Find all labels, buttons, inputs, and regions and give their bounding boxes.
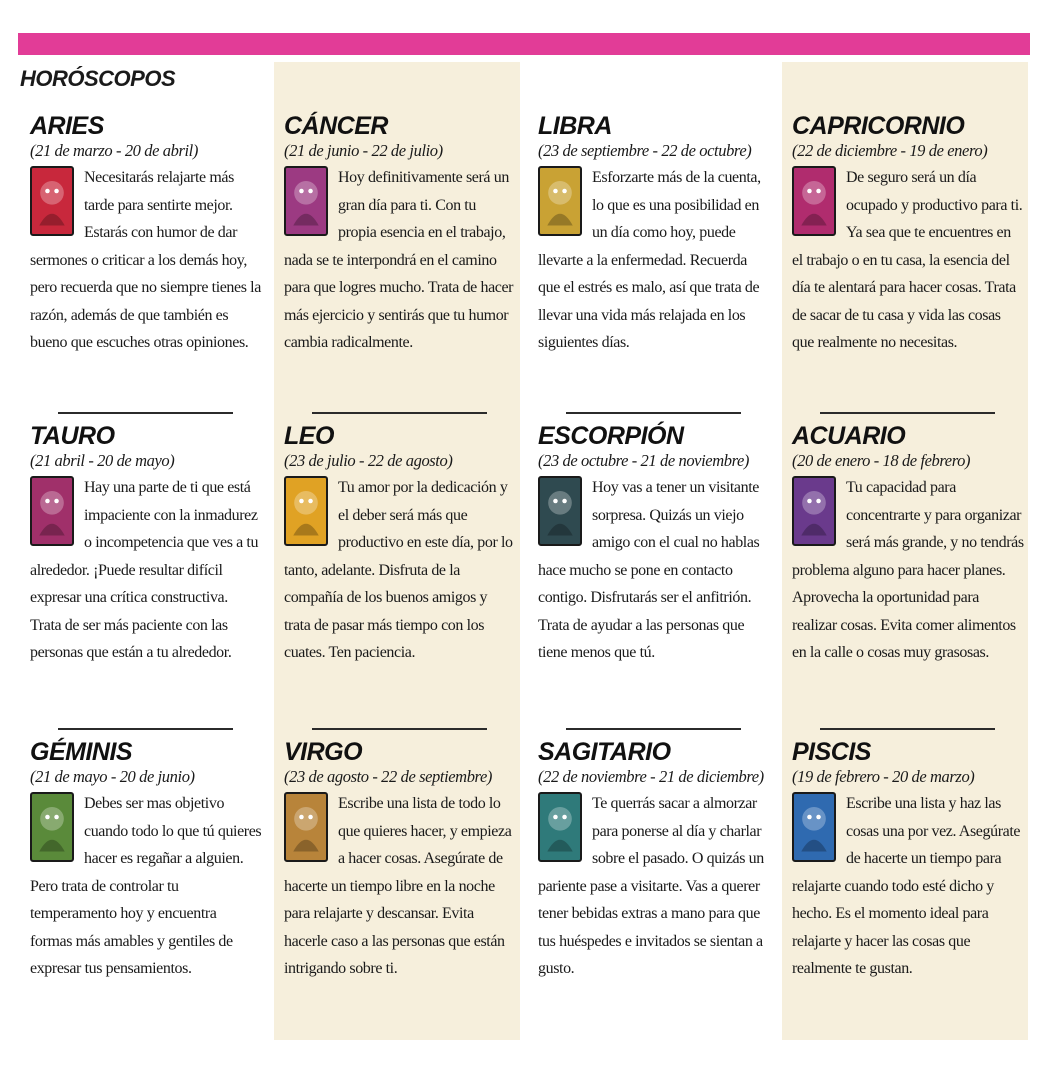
row-divider (58, 728, 233, 730)
sign-name: GÉMINIS (30, 738, 133, 766)
gemini-icon (30, 792, 74, 862)
sign-text-content: Te querrás sacar a almorzar para ponerse al día y charlar sobre el pasado. O quizás un pariente pase a visitarte. Vas a querer tener bebidas extras a mano para que tus huéspedes e invitados se sientan a gusto. (538, 795, 764, 977)
scorpio-icon (538, 476, 582, 546)
sign-dates: (23 de agosto - 22 de septiembre) (284, 767, 492, 786)
sign-text (538, 164, 770, 357)
sign-block (792, 112, 1024, 357)
sign-text-content: Necesitarás relajarte más tarde para sentirte mejor. Estarás con humor de dar sermones o criticar a los demás hoy, pero recuerda que no siempre tienes la razón, además de que también es bueno que escuches otras opiniones. (30, 169, 261, 351)
sign-text (792, 164, 1024, 357)
sign-block (538, 112, 770, 357)
row-divider (312, 728, 487, 730)
sign-block (30, 112, 262, 357)
sign-text-content: Hoy vas a tener un visitante sorpresa. Quizás un viejo amigo con el cual no hablas hace mucho se pone en contacto contigo. Disfrutarás ser el anfitrión. Trata de ayudar a las personas que tiene menos que tú. (538, 479, 760, 661)
sign-text (538, 790, 770, 983)
sign-text (792, 474, 1024, 667)
sign-dates: (21 abril - 20 de mayo) (30, 451, 175, 470)
sign-text-content: Debes ser mas objetivo cuando todo lo que tú quieres hacer es regañar a alguien. Pero trata de controlar tu temperamento hoy y encuentra formas más amables y gentiles de expresar tus pensamientos. (30, 795, 262, 977)
sign-text (792, 790, 1024, 983)
sign-block (30, 422, 262, 667)
top-color-bar (18, 33, 1030, 55)
capricorn-icon (792, 166, 836, 236)
pisces-icon (792, 792, 836, 862)
sign-name: PISCIS (792, 738, 871, 766)
sign-name: CAPRICORNIO (792, 112, 965, 140)
sign-dates: (20 de enero - 18 de febrero) (792, 451, 971, 470)
sign-block (538, 422, 770, 667)
row-divider (820, 728, 995, 730)
aquarius-icon (792, 476, 836, 546)
row-divider (58, 412, 233, 414)
sign-dates: (21 de junio - 22 de julio) (284, 141, 443, 160)
sign-dates: (23 de julio - 22 de agosto) (284, 451, 453, 470)
sign-block (792, 738, 1024, 983)
row-divider (566, 412, 741, 414)
sign-dates: (21 de marzo - 20 de abril) (30, 141, 198, 160)
sign-name: CÁNCER (284, 112, 388, 140)
sign-text-content: Hay una parte de ti que está impaciente con la inmadurez o incompetencia que ves a tu alrededor. ¡Puede resultar difícil expresar una crítica constructiva. Trata de ser más paciente con las personas que están a tu alrededor. (30, 479, 259, 661)
sign-dates: (21 de mayo - 20 de junio) (30, 767, 195, 786)
sign-name: ACUARIO (792, 422, 906, 450)
sign-text-content: Tu amor por la dedicación y el deber será más que productivo en este día, por lo tanto, adelante. Disfruta de la compañía de los buenos amigos y trata de pasar más tiempo con los cuates. Ten paciencia. (284, 479, 513, 661)
sign-name: LIBRA (538, 112, 612, 140)
sign-text (284, 164, 516, 357)
row-divider (566, 728, 741, 730)
sign-text-content: Escribe una lista de todo lo que quieres hacer, y empieza a hacer cosas. Asegúrate de hacerte un tiempo libre en la noche para relajarte y descansar. Evita hacerle caso a las personas que están intrigando sobre ti. (284, 795, 512, 977)
aries-icon (30, 166, 74, 236)
section-title: HORÓSCOPOS (20, 66, 176, 91)
sign-block (284, 738, 516, 983)
sign-dates: (23 de octubre - 21 de noviembre) (538, 451, 750, 470)
sign-block (792, 422, 1024, 667)
leo-icon (284, 476, 328, 546)
sign-text (30, 474, 262, 667)
sign-block (284, 422, 516, 667)
sign-text-content: Hoy definitivamente será un gran día para ti. Con tu propia esencia en el trabajo, nada se te interpondrá en el camino para que logres mucho. Trata de hacer más ejercicio y sentirás que tu humor cambia radicalmente. (284, 169, 514, 351)
sign-name: SAGITARIO (538, 738, 671, 766)
sign-block (538, 738, 770, 983)
libra-icon (538, 166, 582, 236)
taurus-icon (30, 476, 74, 546)
sign-dates: (23 de septiembre - 22 de octubre) (538, 141, 752, 160)
sign-text (30, 164, 262, 357)
sign-name: ARIES (30, 112, 104, 140)
sign-text (284, 790, 516, 983)
sign-dates: (22 de diciembre - 19 de enero) (792, 141, 988, 160)
sign-text (284, 474, 516, 667)
virgo-icon (284, 792, 328, 862)
sign-text-content: De seguro será un día ocupado y productivo para ti. Ya sea que te encuentres en el trabajo o en tu casa, la esencia del día te alentará para hacer cosas. Trata de sacar de tu casa y vida las cosas que realmente no necesitas. (792, 169, 1023, 351)
row-divider (820, 412, 995, 414)
sign-dates: (22 de noviembre - 21 de diciembre) (538, 767, 764, 786)
sign-name: VIRGO (284, 738, 363, 766)
sign-name: TAURO (30, 422, 115, 450)
sign-name: LEO (284, 422, 334, 450)
sign-text-content: Esforzarte más de la cuenta, lo que es una posibilidad en un día como hoy, puede llevarte a la enfermedad. Recuerda que el estrés es malo, así que trata de llevar una vida más relajada en los siguientes días. (538, 169, 761, 351)
sign-block (284, 112, 516, 357)
sign-block (30, 738, 262, 983)
sign-dates: (19 de febrero - 20 de marzo) (792, 767, 975, 786)
sign-name: ESCORPIÓN (538, 422, 684, 450)
row-divider (312, 412, 487, 414)
sign-text (538, 474, 770, 667)
cancer-icon (284, 166, 328, 236)
sign-text-content: Tu capacidad para concentrarte y para organizar será más grande, y no tendrás problema alguno para hacer planes. Aprovecha la oportunidad para realizar cosas. Evita comer alimentos en la calle o cosas muy grasosas. (792, 479, 1024, 661)
sagittarius-icon (538, 792, 582, 862)
sign-text-content: Escribe una lista y haz las cosas una por vez. Asegúrate de hacerte un tiempo para relajarte cuando todo esté dicho y hecho. Es el momento ideal para relajarte y hacer las cosas que realmente te gustan. (792, 795, 1021, 977)
sign-text (30, 790, 262, 983)
